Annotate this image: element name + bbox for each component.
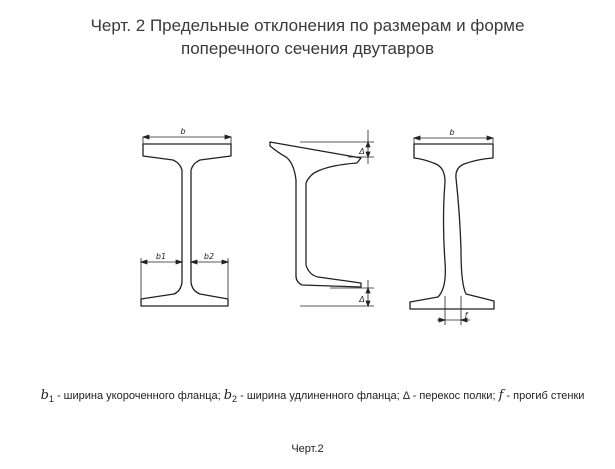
legend-b1-text: - ширина укороченного фланца;: [53, 390, 224, 402]
title-line-1: Черт. 2 Предельные отклонения по размерам и форме: [90, 16, 525, 35]
label-delta-bottom: Δ: [359, 295, 365, 304]
legend: [20, 386, 605, 409]
label-f: f: [464, 311, 468, 320]
legend-b1-sub: 1: [48, 394, 54, 405]
i-beam-3-outline: [410, 144, 494, 309]
page-title: [0, 14, 615, 60]
label-delta-top: Δ: [359, 147, 365, 156]
legend-b2-text: - ширина удлиненного фланца;: [237, 390, 403, 402]
label-b-right: b: [449, 128, 455, 137]
legend-delta-text: - перекос полки;: [409, 390, 499, 402]
legend-b2-sub: 2: [232, 394, 238, 405]
legend-f-symbol: f: [498, 388, 504, 403]
legend-f-text: - прогиб стенки: [503, 390, 585, 402]
i-beam-1-outline: [141, 144, 231, 306]
figure-caption: Черт.2: [291, 443, 324, 455]
i-beam-2-outline: [270, 142, 361, 287]
label-b1: b1: [155, 252, 167, 261]
i-beam-figure: [0, 115, 615, 340]
legend-b1-symbol: b: [40, 388, 49, 403]
label-b-left: b: [180, 127, 186, 136]
legend-delta-symbol: Δ: [402, 390, 410, 402]
title-line-2: поперечного сечения двутавров: [181, 39, 434, 58]
legend-b2-symbol: b: [223, 388, 233, 403]
label-b2: b2: [203, 252, 215, 261]
